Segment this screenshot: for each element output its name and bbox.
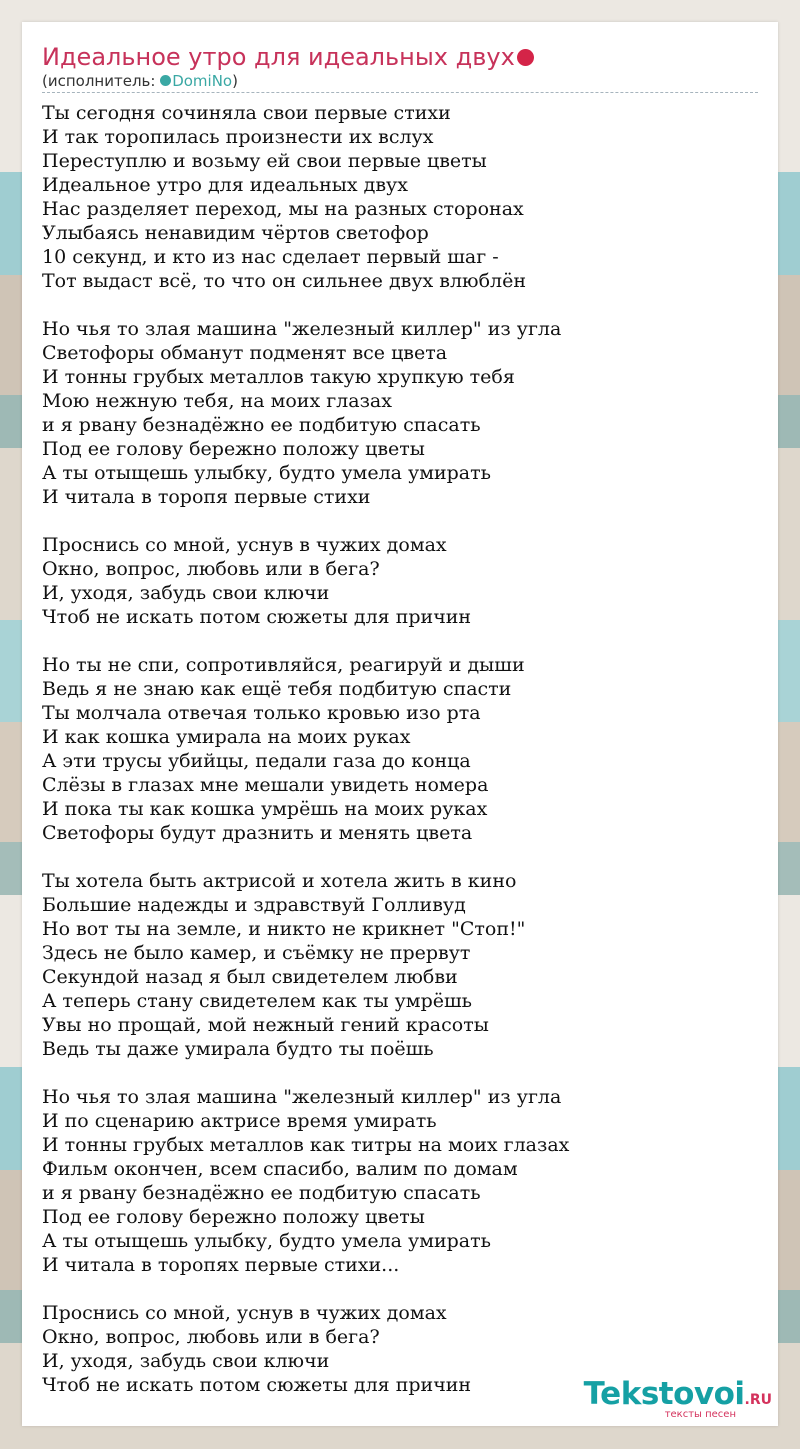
song-title-text: Идеальное утро для идеальных двух	[42, 43, 515, 71]
lyrics-line: Окно, вопрос, любовь или в бега?	[42, 558, 380, 580]
artist-line	[42, 72, 758, 90]
lyrics-line: Ты сегодня сочиняла свои первые стихи	[42, 102, 451, 124]
lyrics-line: Секундой назад я был свидетелем любви	[42, 966, 458, 988]
logo-domain: .RU	[744, 1392, 772, 1408]
lyrics-line: Тот выдаст всё, то что он сильнее двух влюблён	[42, 270, 527, 292]
artist-suffix: )	[232, 72, 238, 90]
lyrics-line: И тонны грубых металлов такую хрупкую тебя	[42, 366, 515, 388]
lyrics-line: Под ее голову бережно положу цветы	[42, 1206, 425, 1228]
lyrics-line: И читала в торопя первые стихи	[42, 486, 371, 508]
lyrics-line: Ведь я не знаю как ещё тебя подбитую спасти	[42, 678, 512, 700]
lyrics-line: Но чья то злая машина "железный киллер" из угла	[42, 318, 562, 340]
lyrics-line: Мою нежную тебя, на моих глазах	[42, 390, 392, 412]
lyrics-line: Нас разделяет переход, мы на разных сторонах	[42, 198, 524, 220]
lyrics-line: А теперь стану свидетелем как ты умрёшь	[42, 990, 472, 1012]
lyrics-card	[22, 22, 778, 1426]
lyrics-line: А ты отыщешь улыбку, будто умела умирать	[42, 1230, 491, 1252]
lyrics-line: И как кошка умирала на моих руках	[42, 726, 411, 748]
lyrics-line: Ты молчала отвечая только кровью изо рта	[42, 702, 481, 724]
lyrics-stanza	[42, 101, 758, 293]
lyrics-line: Здесь не было камер, и съёмку не прервут	[42, 942, 471, 964]
lyrics-line: Светофоры будут дразнить и менять цвета	[42, 822, 473, 844]
lyrics-line: Улыбаясь ненавидим чёртов светофор	[42, 222, 429, 244]
logo-name: Tekstovoi	[583, 1376, 745, 1412]
logo-tagline: тексты песен	[664, 1409, 736, 1420]
lyrics-line: И, уходя, забудь свои ключи	[42, 582, 330, 604]
lyrics-line: Светофоры обманут подменят все цвета	[42, 342, 448, 364]
lyrics-stanza	[42, 317, 758, 509]
lyrics-line: Но вот ты на земле, и никто не крикнет "Стоп!"	[42, 918, 526, 940]
lyrics-line: И тонны грубых металлов как титры на моих глазах	[42, 1134, 570, 1156]
lyrics-line: А ты отыщешь улыбку, будто умела умирать	[42, 462, 491, 484]
song-title	[42, 42, 758, 72]
lyrics-line: Но чья то злая машина "железный киллер" из угла	[42, 1086, 562, 1108]
site-logo[interactable]	[562, 1378, 772, 1420]
lyrics-line: и я рвану безнадёжно ее подбитую спасать	[42, 414, 481, 436]
artist-prefix: (исполнитель:	[42, 72, 161, 90]
artist-dot-icon	[160, 75, 171, 86]
lyrics-line: И, уходя, забудь свои ключи	[42, 1350, 330, 1372]
title-dot-icon	[517, 49, 534, 66]
lyrics-line: И так торопилась произнести их вслух	[42, 126, 434, 148]
lyrics-line: Проснись со мной, уснув в чужих домах	[42, 534, 447, 556]
lyrics-line: Ведь ты даже умирала будто ты поёшь	[42, 1038, 434, 1060]
lyrics-stanza	[42, 869, 758, 1061]
song-header	[42, 42, 758, 93]
lyrics-line: И по сценарию актрисе время умирать	[42, 1110, 437, 1132]
lyrics-stanza	[42, 653, 758, 845]
lyrics-body	[42, 101, 758, 1421]
lyrics-line: Под ее голову бережно положу цветы	[42, 438, 425, 460]
lyrics-line: Фильм окончен, всем спасибо, валим по домам	[42, 1158, 518, 1180]
lyrics-line: Увы но прощай, мой нежный гений красоты	[42, 1014, 489, 1036]
lyrics-line: А эти трусы убийцы, педали газа до конца	[42, 750, 471, 772]
artist-link[interactable]: DomiNo	[172, 72, 233, 90]
lyrics-stanza	[42, 1085, 758, 1277]
lyrics-line: Слёзы в глазах мне мешали увидеть номера	[42, 774, 489, 796]
lyrics-line: Окно, вопрос, любовь или в бега?	[42, 1326, 380, 1348]
lyrics-line: Чтоб не искать потом сюжеты для причин	[42, 606, 472, 628]
lyrics-line: Чтоб не искать потом сюжеты для причин	[42, 1374, 472, 1396]
lyrics-line: И читала в торопях первые стихи...	[42, 1254, 400, 1276]
lyrics-line: и я рвану безнадёжно ее подбитую спасать	[42, 1182, 481, 1204]
lyrics-line: Проснись со мной, уснув в чужих домах	[42, 1302, 447, 1324]
lyrics-line: 10 секунд, и кто из нас сделает первый шаг -	[42, 246, 499, 268]
lyrics-stanza	[42, 533, 758, 629]
lyrics-line: Ты хотела быть актрисой и хотела жить в кино	[42, 870, 517, 892]
lyrics-line: Большие надежды и здравствуй Голливуд	[42, 894, 466, 916]
lyrics-line: Идеальное утро для идеальных двух	[42, 174, 408, 196]
lyrics-line: Переступлю и возьму ей свои первые цветы	[42, 150, 487, 172]
lyrics-line: Но ты не спи, сопротивляйся, реагируй и дыши	[42, 654, 525, 676]
lyrics-line: И пока ты как кошка умрёшь на моих руках	[42, 798, 488, 820]
